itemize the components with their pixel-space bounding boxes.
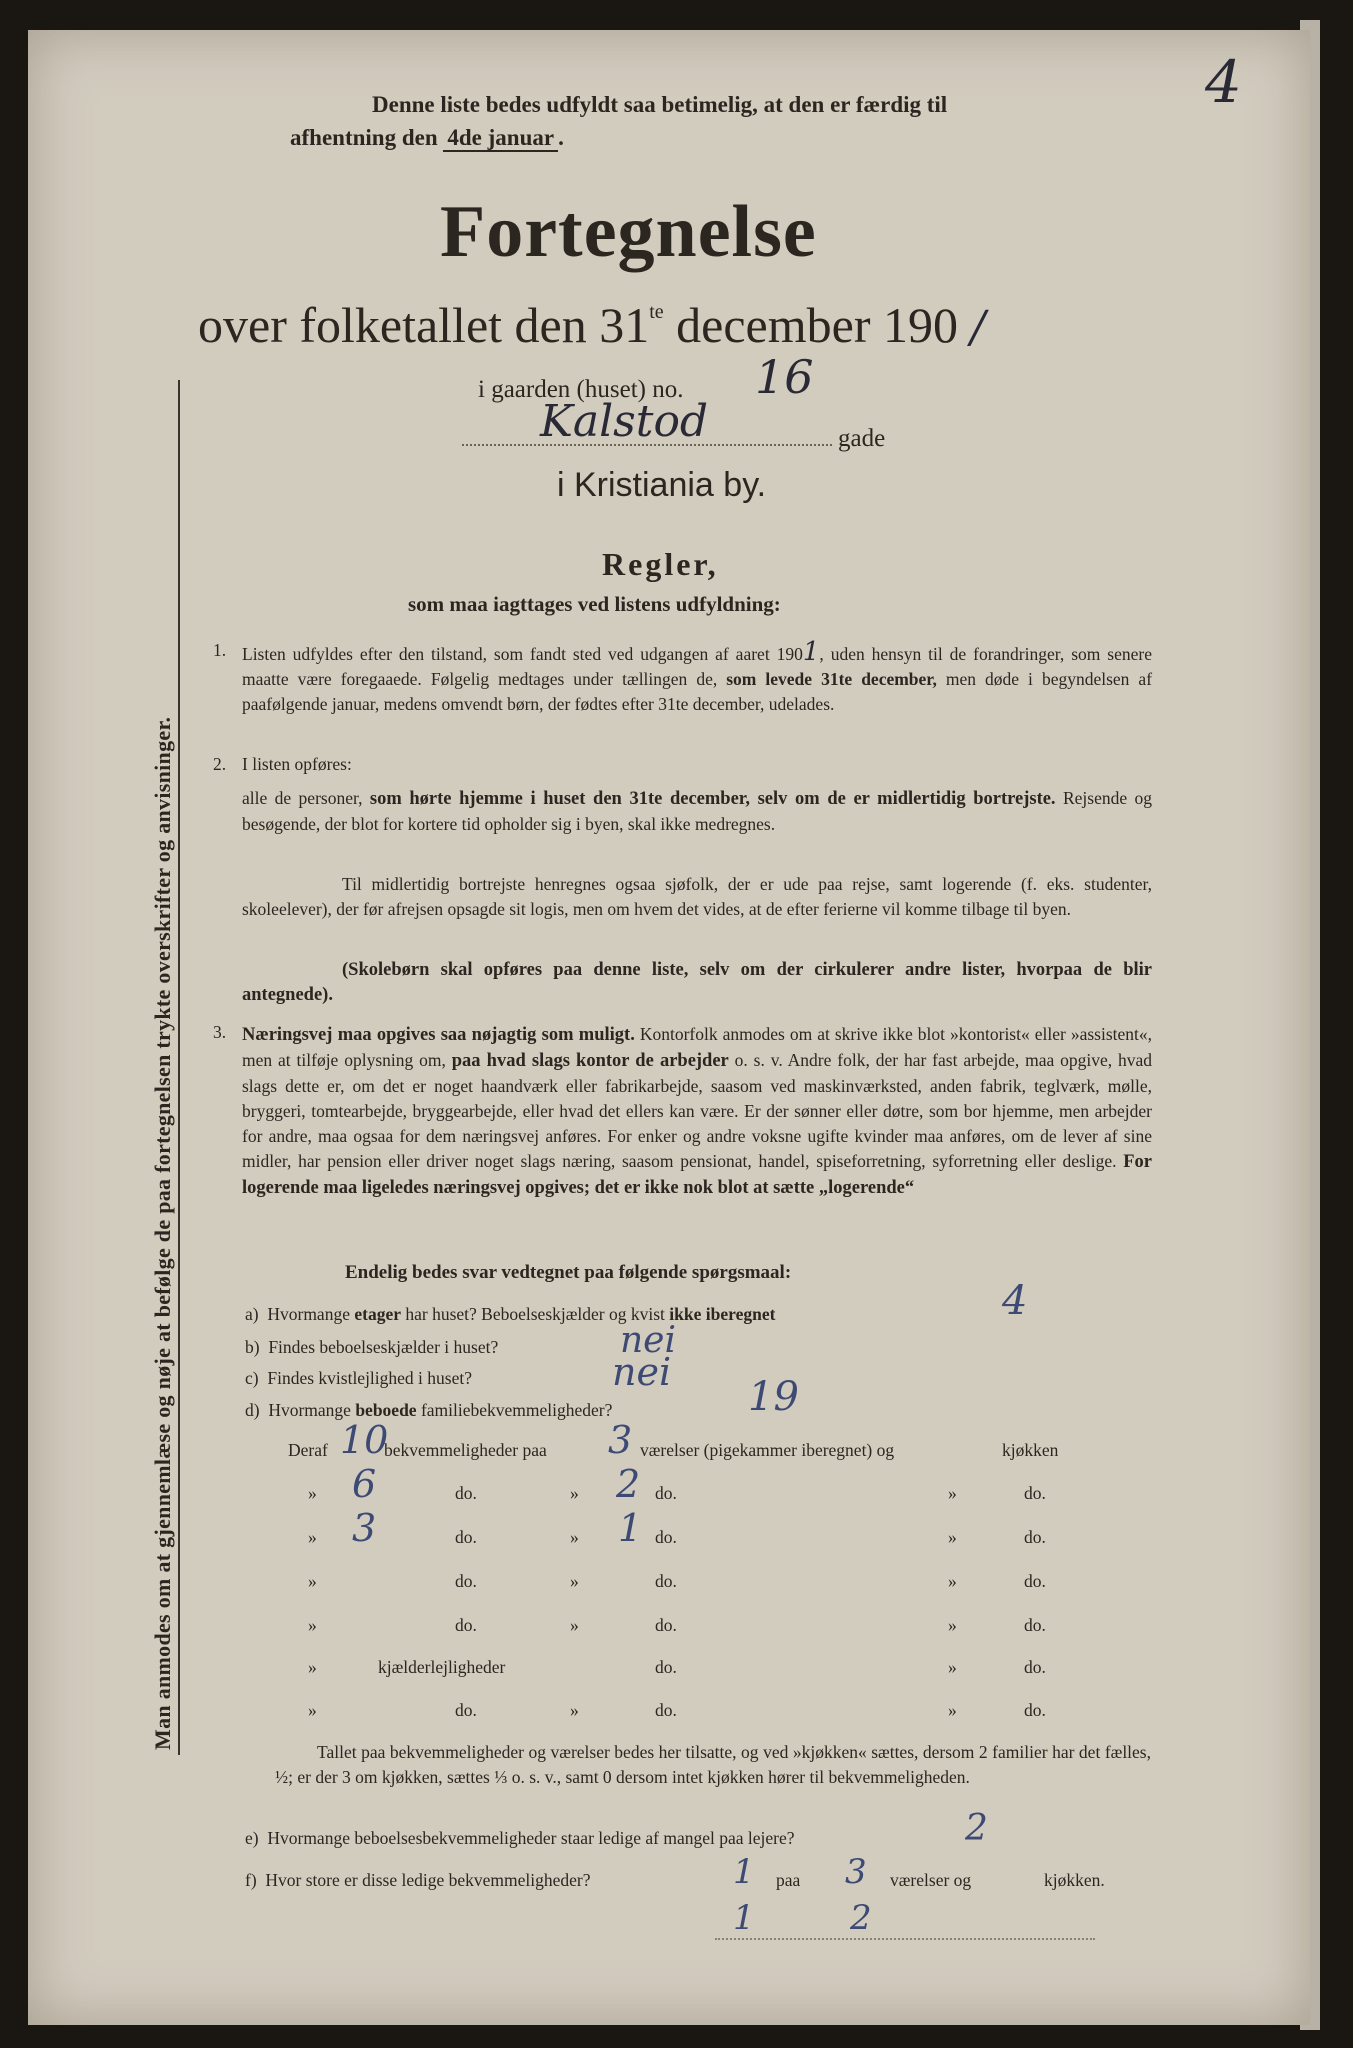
question-f [245,1870,591,1891]
rule-3-text [242,1022,1152,1201]
notice-line-1: Denne liste bedes udfyldt saa betimelig, at den er færdig til [372,92,948,117]
question-a-label: a) [245,1304,259,1324]
rule-2-para-3: (Skolebørn skal opføres paa denne liste, selv om der cirkulerer andre lister, hvorpaa de blir antegnede). [242,960,1152,1005]
row-3-do-2: do. [655,1527,677,1547]
row-7-do-3: do. [1024,1700,1046,1720]
rule-3-a: Kontorfolk anmodes om at skrive ikke blot »kontorist« eller »assistent«, men at tilføje oplysning om, [242,1024,1153,1070]
deraf-vaer-label: værelser (pigekammer iberegnet) og [640,1440,895,1460]
row-4-do-3: do. [1024,1571,1046,1591]
deraf-kjokken-label: kjøkken [1002,1440,1059,1460]
rule-2-head: I listen opføres: [242,754,352,774]
question-f-row-1-rooms: 3 [845,1852,867,1892]
question-b-label: b) [245,1337,260,1357]
rule-2-para-2: Til midlertidig bortrejste henregnes ogsaa sjøfolk, der er ude paa rejse, samt logerende (f. eks. studenter, skoleelever), der før afrejsen opsagde sit logis, men om hvem det vides, at de efter ferierne vil komme tilbage til byen. [242,874,1152,919]
row-5-do-3: do. [1024,1615,1046,1635]
question-c-label: c) [245,1368,259,1388]
question-c [245,1368,472,1389]
notice-prefix: afhentning den [290,125,438,150]
question-b-text: Findes beboelseskjælder i huset? [268,1337,499,1357]
rule-3-bold-1: Næringsvej maa opgives saa nøjagtig som muligt. [242,1025,635,1045]
row-4-do-2: do. [655,1571,677,1591]
title-sub-suffix: december 190 [676,297,958,353]
question-f-text: Hvor store er disse ledige bekvemmeligheder? [265,1870,591,1890]
title-sub-prefix: over folketallet den 31 [198,297,650,353]
deraf-row-2-rooms: 2 [616,1462,641,1506]
row-5-do-1: do. [455,1615,477,1635]
row-5-quote-3: » [948,1615,957,1635]
rule-2-b: Rejsende og besøgende, der blot for kortere tid opholder sig i byen, skal ikke medregnes. [242,788,1152,834]
question-c-text: Findes kvistlejlighed i huset? [267,1368,472,1388]
notice-suffix: . [558,125,564,150]
row-6-do-2: do. [655,1657,677,1677]
row-7-do-2: do. [655,1700,677,1720]
row-2-quote-2: » [570,1483,579,1503]
rule-1-b: , uden hensyn til de forandringer, som senere maatte være foregaaede. Følgelig medtages under tællingen de, [242,644,1152,689]
deraf-row-2-count: 6 [352,1462,377,1506]
row-3-do-3: do. [1024,1527,1046,1547]
row-3-do-1: do. [455,1527,477,1547]
row-4-quote-3: » [948,1571,957,1591]
question-b [245,1337,498,1358]
corner-mark: 4 [1205,48,1242,116]
rule-1-number: 1. [213,640,227,660]
question-b-value: nei [620,1320,677,1361]
row-7-quote-2: » [570,1700,579,1720]
rooms-note: Tallet paa bekvemmeligheder og værelser bedes her tilsatte, og ved »kjøkken« sættes, dersom 2 familier har det fælles, ½; er der 3 om kjøkken, sættes ⅓ o. s. v., samt 0 dersom intet kjøkken hører til bekvemmeligheden. [275,1742,1151,1787]
question-a-bold-2: ikke iberegnet [669,1304,776,1324]
rules-heading: Regler, [602,546,719,582]
question-a-mid: har huset? Beboelseskjælder og kvist [405,1304,665,1324]
questions-heading: Endelig bedes svar vedtegnet paa følgende spørgsmaal: [345,1262,792,1283]
question-d-value: 19 [748,1374,799,1420]
rule-2-a: alle de personer, [242,788,363,808]
notice-date: 4de januar [443,125,558,152]
question-e-text: Hvormange beboelsesbekvemmeligheder staar ledige af mangel paa lejere? [267,1828,795,1848]
question-f-row-2-count: 1 [733,1898,755,1938]
gaard-value: 16 [755,350,814,404]
street-value: Kalstod [540,396,709,447]
rule-3-b: o. s. v. Andre folk, der har fast arbejde, maa opgive, hvad slags dette er, om det er noget haandværk eller fabrikarbejde, saasom ved maskinværksted, anden fabrik, teglværk, mølle, bryggeri, tomtearbejde, bryggearbejde, eller hvad det ellers kan være. Er der sønner eller døtre, som bor hjemme, men arbejder for andre, maa ogsaa for dem næringsvej anføres. For enker og andre voksne ugifte kvinder maa anføres, om de lever af sine midler, har pension eller driver noget slags næring, saasom pensionat, handel, spiseforretning, syforretning eller deslige. [242,1050,1153,1171]
kjaelder-label: kjælderlejligheder [378,1657,506,1677]
rule-1-bold: som levede 31te december, [726,669,937,689]
gaard-label: i gaarden (huset) no. [478,376,684,403]
rule-3-number: 3. [213,1022,227,1042]
row-4-do-1: do. [455,1571,477,1591]
row-4-quote-2: » [570,1571,579,1591]
page-title: Fortegnelse [440,191,817,273]
deraf-row-1-count: 10 [340,1418,389,1462]
row-2-quote-3: » [948,1483,957,1503]
row-6-quote: » [308,1657,317,1677]
question-f-label: f) [245,1870,257,1890]
rule-2-bold: som hørte hjemme i huset den 31te december, selv om de er midlertidig bortrejste. [369,789,1056,809]
question-c-value: nei [612,1350,672,1394]
question-f-row-2-rooms: 2 [850,1898,872,1938]
question-a-pre: Hvormange [267,1304,350,1324]
deraf-row-3-rooms: 1 [618,1506,643,1550]
title-subline [198,296,985,354]
question-f-vaer: værelser og [890,1870,972,1890]
question-d-label: d) [245,1400,260,1420]
question-e-label: e) [245,1828,259,1848]
row-4-quote: » [308,1571,317,1591]
question-e [245,1828,795,1849]
question-a-value: 4 [1002,1278,1028,1324]
question-d-post: familiebekvemmeligheder? [420,1400,613,1420]
title-sub-sup: te [649,301,664,324]
question-f-row-1-count: 1 [733,1852,755,1892]
row-3-quote-2: » [570,1527,579,1547]
question-a-bold: etager [354,1304,401,1324]
question-f-row-2-leader [715,1938,1095,1940]
deraf-row-1-rooms: 3 [608,1418,633,1462]
question-d-pre: Hvormange [268,1400,351,1420]
rules-subheading: som maa iagttages ved listens udfyldning: [408,592,781,616]
side-note: Man anmodes om at gjennemlæse og nøje at befølge de paa fortegnelsen trykte overskrifter og anvisninger. [150,716,175,1750]
question-f-paa: paa [776,1870,801,1890]
rule-1-c: men døde i begyndelsen af paafølgende januar, medens omvendt børn, der fødtes efter 31te december, udelades. [242,669,1153,714]
row-3-quote: » [308,1527,317,1547]
city: i Kristiania by. [557,466,767,504]
question-f-kjokken: kjøkken. [1044,1870,1105,1890]
question-d [245,1400,612,1421]
notice-line-2 [290,125,564,151]
row-5-quote-2: » [570,1615,579,1635]
row-7-quote-3: » [948,1700,957,1720]
row-2-do-3: do. [1024,1483,1046,1503]
row-2-do-2: do. [655,1483,677,1503]
row-2-do-1: do. [455,1483,477,1503]
row-3-quote-3: » [948,1527,957,1547]
rule-3-bold-3: For logerende maa ligeledes næringsvej opgives; det er ikke nok blot at sætte „logerende“ [242,1152,1152,1198]
rule-2-number: 2. [213,754,227,774]
street-suffix: gade [838,425,886,452]
rule-3-bold-2: paa hvad slags kontor de arbejder [451,1051,729,1071]
question-d-bold: beboede [355,1400,417,1420]
row-5-quote: » [308,1615,317,1635]
deraf-row-3-count: 3 [352,1506,377,1550]
title-year-handwritten: / [970,302,986,353]
question-a [245,1304,775,1325]
row-6-quote-3: » [948,1657,957,1677]
rule-2-text [242,786,1152,837]
row-5-do-2: do. [655,1615,677,1635]
row-7-do-1: do. [455,1700,477,1720]
side-rule [178,380,180,1755]
rule-1-text [242,637,1153,717]
deraf-label: Deraf [288,1440,328,1460]
row-7-quote: » [308,1700,317,1720]
question-e-value: 2 [965,1808,988,1849]
rule-1-year-hand: 1 [802,637,820,667]
rule-1-a: Listen udfyldes efter den tilstand, som fandt sted ved udgangen af aaret 190 [242,644,803,664]
deraf-bekv-label: bekvemmeligheder paa [384,1440,547,1460]
row-6-do-3: do. [1024,1657,1046,1677]
row-2-quote: » [308,1483,317,1503]
